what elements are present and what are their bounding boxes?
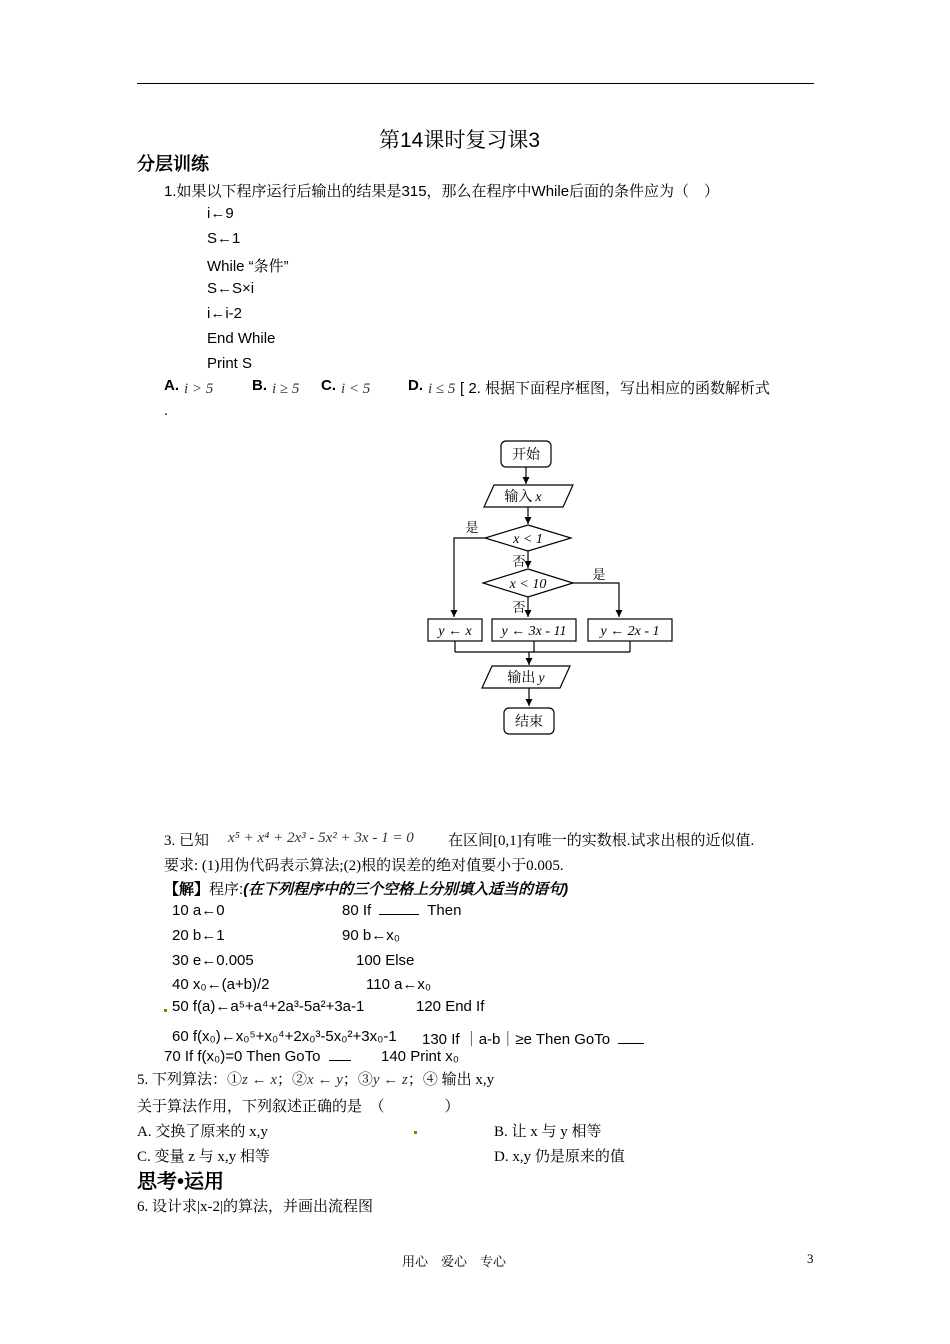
q1-code-line: i←i-2: [207, 305, 243, 322]
q1-code-line: Print S: [207, 355, 253, 372]
q5-suffix: ；④ 输出 x,y: [407, 1072, 495, 1088]
q5-option-d: D. x,y 仍是原来的值: [494, 1149, 625, 1165]
q5-prefix: 5. 下列算法：①: [137, 1072, 243, 1088]
end-label: 结束: [515, 715, 543, 730]
q3-code-line: 60 f(x₀)←x₀⁵+x₀⁴+2x₀³-5x₀²+3x₀-1: [172, 1028, 397, 1045]
no-label-1: 否: [512, 554, 526, 569]
q1-stem: 1.如果以下程序运行后输出的结果是315，那么在程序中While后面的条件应为（ ）: [164, 183, 720, 200]
input-label: 输入: [504, 490, 533, 505]
no-label-2: 否: [512, 600, 526, 615]
q3-solution-bracket: 【解】: [164, 881, 210, 898]
q1-code-line: S←1: [207, 230, 241, 247]
q5-option-b: B. 让 x 与 y 相等: [494, 1124, 602, 1140]
q1-code-line: End While: [207, 330, 276, 347]
q1-code-line: While “条件”: [207, 258, 289, 275]
q3-solution-program: 程序:: [209, 881, 244, 898]
q3-code-then: Then: [427, 902, 462, 919]
q3-suffix: 在区间[0,1]有唯一的实数根.试求出根的近似值.: [448, 833, 755, 849]
q3-code-line: 10 a←0: [172, 902, 225, 919]
svg-text:输入x: [504, 489, 542, 505]
q1-option-c-label: C.: [321, 377, 336, 394]
q5-stmt-3: y ← z: [372, 1072, 408, 1088]
decision-1-label: x < 1: [513, 532, 543, 547]
q5-option-c: C. 变量 z 与 x,y 相等: [137, 1149, 270, 1165]
q1-code-line: S←S×i: [207, 280, 255, 297]
q5-sep-2: ；②: [277, 1072, 308, 1088]
output-label: 输出: [507, 671, 536, 686]
q3-solution-note: (在下列程序中的三个空格上分别填入适当的语句): [243, 881, 569, 898]
q3-equation: x⁵ + x⁴ + 2x³ - 5x² + 3x - 1 = 0: [228, 830, 414, 846]
footer-motto: 用心 爱心 专心: [402, 1254, 507, 1269]
q3-code-line: 90 b←x₀: [342, 927, 400, 944]
q1-option-c-math: i < 5: [341, 381, 371, 397]
decision-2-label: x < 10: [509, 577, 547, 592]
process-2-label: y ← 3x - 11: [501, 624, 567, 639]
q5-sep-3: ；③: [342, 1072, 373, 1088]
q1-option-d-label: D.: [408, 377, 423, 394]
stray-dot: [414, 1131, 417, 1134]
svg-text:输出y: [507, 670, 545, 686]
q1-code-line: i←9: [207, 205, 234, 222]
q2-stem: [ 2. 根据下面程序框图，写出相应的函数解析式: [460, 380, 771, 397]
yes-label-2: 是: [592, 567, 606, 582]
process-3-label: y ← 2x - 1: [600, 624, 660, 639]
start-label: 开始: [512, 448, 540, 463]
q3-code-line: 50 f(a)←a⁵+a⁴+2a³-5a²+3a-1: [172, 998, 365, 1015]
blank-1[interactable]: [379, 914, 419, 915]
process-1-label: y ← x: [438, 624, 472, 639]
q6-text: 6. 设计求|x-2|的算法，并画出流程图: [137, 1199, 374, 1215]
q3-code-line: 120 End If: [416, 998, 485, 1015]
section-heading-layered-training: 分层训练: [137, 154, 209, 174]
q3-requirements: 要求: (1)用伪代码表示算法;(2)根的误差的绝对值要小于0.005.: [164, 858, 564, 874]
q1-option-d-math: i ≤ 5: [428, 381, 456, 397]
header-rule: [137, 83, 814, 84]
q3-code-line: 100 Else: [356, 952, 415, 969]
flowchart: [420, 435, 690, 745]
q3-code-line: 20 b←1: [172, 927, 225, 944]
output-var: y: [538, 671, 545, 686]
section-heading-thinking: 思考•运用: [137, 1171, 225, 1193]
q1-option-b-label: B.: [252, 377, 267, 394]
page-title: 第14课时复习课3: [379, 129, 541, 152]
q3-prefix: 3. 已知: [164, 833, 210, 849]
q5-stmt-2: x ← y: [307, 1072, 343, 1088]
q3-code-line: 130 If ｜a-b｜≥e Then GoTo: [422, 1031, 611, 1048]
q1-option-a-math: i > 5: [184, 381, 214, 397]
blank-2[interactable]: [618, 1043, 644, 1044]
q5-option-a: A. 交换了原来的 x,y: [137, 1124, 268, 1140]
q1-option-a-label: A.: [164, 377, 179, 394]
q3-code-line: 40 x₀←(a+b)/2: [172, 976, 270, 993]
q5-question: 关于算法作用，下列叙述正确的是 （ ）: [137, 1099, 460, 1115]
q3-code-if: 80 If: [342, 902, 372, 919]
q5-stmt-1: z ← x: [242, 1072, 278, 1088]
q3-code-line: 70 If f(x₀)=0 Then GoTo: [164, 1048, 321, 1065]
q2-stem-dot: .: [164, 402, 169, 419]
q3-code-line: 140 Print x₀: [381, 1048, 459, 1065]
q3-code-line: 30 e←0.005: [172, 952, 254, 969]
stray-dot: [164, 1009, 167, 1012]
yes-label-1: 是: [465, 520, 479, 535]
q1-option-b-math: i ≥ 5: [272, 381, 300, 397]
q3-code-line: 110 a←x₀: [366, 976, 432, 993]
input-var: x: [535, 490, 542, 505]
blank-3[interactable]: [329, 1060, 351, 1061]
page-number: 3: [807, 1251, 814, 1266]
